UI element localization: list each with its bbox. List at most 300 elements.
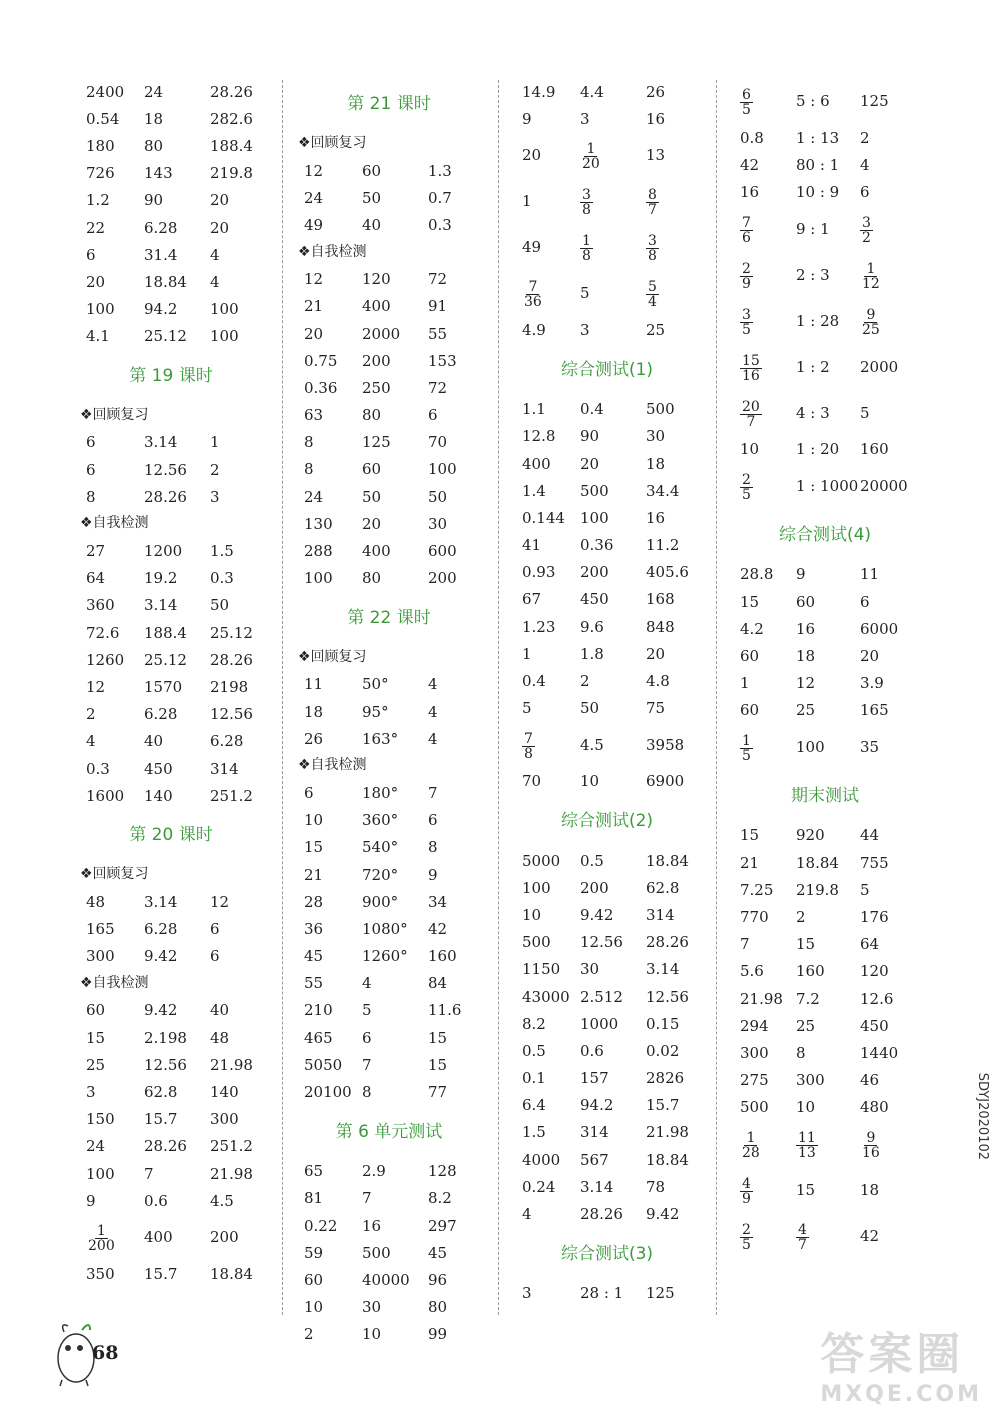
answer-cell: 251.2 — [210, 786, 253, 805]
answer-cell: 63 — [304, 406, 324, 425]
answer-column-4 — [740, 78, 970, 1259]
answer-cell: 49 — [522, 238, 542, 257]
answer-cell: 24 — [304, 487, 324, 506]
answer-cell: 11.2 — [646, 536, 680, 555]
answer-row — [522, 1173, 712, 1200]
answer-cell: 18.84 — [646, 851, 689, 870]
answer-row — [740, 344, 970, 390]
answer-cell: 3 — [86, 1083, 96, 1102]
answer-row — [522, 105, 712, 132]
answer-cell: 400 — [522, 454, 551, 473]
answer-cell: 20 — [362, 514, 382, 533]
answer-cell: 16 — [796, 619, 816, 638]
answer-cell: 42 — [428, 919, 448, 938]
answer-cell: 2198 — [210, 677, 249, 696]
answer-row — [304, 1185, 494, 1212]
answer-row — [740, 822, 970, 849]
fraction-numerator: 7 — [528, 279, 538, 296]
answer-cell: 78 — [646, 1177, 666, 1196]
answer-cell: 0.22 — [304, 1216, 338, 1235]
answer-cell: 21.98 — [210, 1164, 253, 1183]
answer-cell: 4.1 — [86, 327, 110, 346]
answer-row — [86, 701, 276, 728]
answer-cell: 44 — [860, 826, 880, 845]
answer-cell: 4 — [522, 1205, 532, 1224]
answer-row — [740, 151, 970, 178]
answer-cell — [740, 470, 796, 502]
answer-cell: 297 — [428, 1216, 457, 1235]
answer-cell: 400 — [362, 542, 391, 561]
fraction — [740, 734, 753, 763]
answer-cell: 16 — [646, 109, 666, 128]
page-number: 68 — [92, 1342, 119, 1364]
answer-row — [522, 901, 712, 928]
answer-row — [86, 1078, 276, 1105]
answer-cell: 6.28 — [144, 218, 178, 237]
answer-cell: 100 — [86, 1164, 115, 1183]
answer-row — [740, 1213, 970, 1259]
answer-row — [86, 296, 276, 323]
answer-cell — [740, 1174, 796, 1206]
answer-cell: 4 — [860, 155, 870, 174]
answer-cell: 0.24 — [522, 1177, 556, 1196]
answer-row — [86, 943, 276, 970]
answer-row — [522, 1200, 712, 1227]
answer-row — [304, 374, 494, 401]
answer-row — [522, 983, 712, 1010]
fraction-denominator: 16 — [862, 1144, 880, 1161]
answer-cell: 130 — [304, 514, 333, 533]
answer-cell: 12.8 — [522, 427, 556, 446]
answer-cell: 0.54 — [86, 109, 120, 128]
answer-cell: 11 — [304, 675, 324, 694]
answer-cell: 19.2 — [144, 569, 178, 588]
answer-cell: 1260° — [362, 947, 408, 966]
answer-cell: 62.8 — [646, 878, 680, 897]
answer-cell: 50° — [362, 675, 389, 694]
answer-cell: 45 — [304, 947, 324, 966]
answer-cell: 10 — [362, 1325, 382, 1344]
answer-row — [86, 565, 276, 592]
answer-row — [522, 847, 712, 874]
answer-row — [86, 241, 276, 268]
fraction-denominator: 25 — [862, 321, 880, 338]
answer-cell: 120 — [362, 270, 391, 289]
answer-cell: 1.8 — [580, 644, 604, 663]
answer-cell: 180° — [362, 783, 399, 802]
answer-cell — [860, 305, 926, 337]
answer-cell: 7 — [740, 935, 750, 954]
answer-cell: 125 — [646, 1284, 675, 1303]
answer-row — [304, 1051, 494, 1078]
answer-cell: 5 : 6 — [796, 92, 830, 110]
answer-cell: 60 — [362, 460, 382, 479]
answer-cell: 0.1 — [522, 1069, 546, 1088]
answer-cell: 64 — [86, 569, 106, 588]
answer-cell: 2 — [304, 1325, 314, 1344]
answer-cell: 25.12 — [210, 623, 253, 642]
answer-row — [522, 1146, 712, 1173]
answer-cell: 50 — [428, 487, 448, 506]
answer-row — [304, 888, 494, 915]
answer-row — [522, 423, 712, 450]
answer-cell: 5000 — [522, 851, 561, 870]
answer-cell: 10 — [580, 772, 600, 791]
answer-cell: 20 — [580, 454, 600, 473]
answer-cell: 1 : 1000 — [796, 476, 859, 495]
subsection-label: ❖回顾复习 — [80, 866, 149, 883]
answer-cell: 8 — [796, 1043, 806, 1062]
answer-cell: 28 — [304, 892, 324, 911]
answer-cell: 0.5 — [522, 1041, 546, 1060]
answer-row — [304, 184, 494, 211]
answer-cell: 5 — [580, 284, 590, 303]
answer-cell: 5 — [860, 880, 870, 899]
answer-cell: 920 — [796, 826, 825, 845]
column-divider — [282, 80, 283, 1315]
subsection-label: ❖回顾复习 — [298, 135, 367, 151]
answer-cell: 1 : 13 — [796, 128, 840, 147]
subsection-label: ❖自我检测 — [298, 757, 367, 774]
fraction-denominator: 6 — [742, 229, 751, 246]
answer-cell: 77 — [428, 1083, 448, 1102]
fraction-numerator: 20 — [742, 398, 760, 415]
column-divider — [716, 80, 717, 1315]
subsection-label: ❖回顾复习 — [80, 406, 149, 423]
answer-cell: 16 — [646, 508, 666, 527]
answer-cell: 314 — [580, 1123, 609, 1142]
fraction-denominator: 20 — [582, 156, 600, 173]
answer-cell: 0.36 — [580, 536, 614, 555]
answer-cell: 3.14 — [144, 892, 178, 911]
answer-cell: 188.4 — [144, 623, 187, 642]
answer-cell: 18.84 — [646, 1150, 689, 1169]
answer-row — [740, 298, 970, 344]
answer-cell: 28 : 1 — [580, 1284, 624, 1303]
answer-row — [304, 671, 494, 698]
answer-cell: 15 — [304, 838, 324, 857]
fraction-numerator: 5 — [648, 279, 657, 296]
answer-cell: 0.3 — [210, 569, 234, 588]
answer-cell: 219.8 — [796, 880, 839, 899]
answer-cell — [740, 259, 796, 291]
fraction-denominator: 28 — [742, 1144, 760, 1161]
fraction — [740, 473, 753, 502]
answer-cell: 20 — [210, 191, 230, 210]
fraction-numerator: 1 — [866, 260, 876, 277]
answer-cell: 50 — [362, 487, 382, 506]
answer-cell: 1 — [210, 433, 220, 452]
answer-cell: 168 — [646, 590, 675, 609]
answer-cell: 2 — [860, 128, 870, 147]
fraction-denominator: 2 — [862, 229, 871, 246]
answer-cell: 0.3 — [86, 759, 110, 778]
answer-cell: 28.26 — [210, 82, 253, 101]
answer-cell: 25.12 — [144, 327, 187, 346]
answer-cell: 2 — [86, 705, 96, 724]
answer-row — [86, 1187, 276, 1214]
answer-cell: 27 — [86, 542, 106, 561]
answer-cell: 1 : 20 — [796, 440, 840, 459]
fraction — [646, 280, 659, 309]
answer-row — [740, 931, 970, 958]
answer-row — [304, 807, 494, 834]
answer-cell: 5 — [362, 1001, 372, 1020]
answer-cell: 34.4 — [646, 481, 680, 500]
fraction — [740, 216, 753, 245]
fraction-numerator: 1 — [582, 233, 591, 250]
answer-row — [304, 915, 494, 942]
answer-row — [304, 1024, 494, 1051]
answer-row — [522, 929, 712, 956]
answer-cell: 250 — [362, 378, 391, 397]
answer-row — [522, 613, 712, 640]
answer-row — [522, 695, 712, 722]
answer-cell: 46 — [860, 1071, 880, 1090]
section-title: 综合测试(3) — [560, 1243, 654, 1264]
answer-cell: 100 — [428, 460, 457, 479]
answer-row — [740, 1121, 970, 1167]
watermark-url: MXQE.COM — [820, 1382, 982, 1407]
answer-cell: 0.4 — [522, 672, 546, 691]
answer-cell: 30 — [428, 514, 448, 533]
answer-cell: 34 — [428, 892, 448, 911]
answer-cell: 1440 — [860, 1043, 899, 1062]
answer-row — [304, 997, 494, 1024]
answer-cell: 140 — [144, 786, 173, 805]
answer-cell: 40 — [210, 1001, 230, 1020]
section-title: 综合测试(2) — [560, 811, 654, 831]
answer-cell: 15 — [86, 1028, 106, 1047]
answer-row — [740, 615, 970, 642]
fraction — [740, 88, 753, 117]
answer-cell: 3.14 — [144, 433, 178, 452]
answer-cell: 24 — [304, 188, 324, 207]
answer-cell: 0.144 — [522, 508, 565, 527]
answer-row — [740, 1094, 970, 1121]
answer-cell: 4000 — [522, 1150, 561, 1169]
answer-cell: 6 — [86, 460, 96, 479]
fraction-numerator: 6 — [742, 87, 751, 103]
answer-row — [86, 646, 276, 673]
answer-row — [304, 347, 494, 374]
answer-cell: 11 — [860, 565, 880, 584]
column-divider — [498, 80, 499, 1315]
answer-row — [86, 1160, 276, 1187]
answer-cell: 360 — [86, 596, 115, 615]
fraction-denominator: 4 — [648, 294, 657, 311]
answer-cell: 80 — [362, 569, 382, 588]
answer-cell: 65 — [304, 1162, 324, 1181]
answer-cell: 45 — [428, 1243, 448, 1262]
answer-cell: 160 — [796, 962, 825, 981]
answer-cell — [740, 1220, 796, 1252]
answer-cell: 15.7 — [144, 1110, 178, 1129]
answer-cell: 6.28 — [210, 732, 244, 751]
answer-cell: 21 — [304, 865, 324, 884]
answer-cell: 3958 — [646, 735, 685, 754]
answer-cell: 500 — [580, 481, 609, 500]
answer-cell: 9.6 — [580, 617, 604, 636]
answer-cell: 2.198 — [144, 1028, 187, 1047]
answer-cell: 50 — [362, 188, 382, 207]
answer-cell: 12 — [796, 674, 816, 693]
answer-cell: 6 — [210, 947, 220, 966]
answer-row — [522, 532, 712, 559]
answer-cell: 4.5 — [580, 735, 604, 754]
answer-cell: 4.5 — [210, 1191, 234, 1210]
answer-cell: 15.7 — [646, 1096, 680, 1115]
answer-cell: 4 — [210, 272, 220, 291]
answer-row — [86, 888, 276, 915]
answer-cell: 20 — [210, 218, 230, 237]
answer-cell: 282.6 — [210, 109, 253, 128]
answer-cell: 18.84 — [144, 272, 187, 291]
answer-cell: 80 — [428, 1298, 448, 1317]
answer-row — [522, 224, 712, 270]
answer-row — [522, 1280, 712, 1307]
answer-row — [304, 320, 494, 347]
answer-cell: 8 — [304, 433, 314, 452]
answer-cell — [522, 277, 580, 309]
fraction-denominator: 13 — [798, 1144, 816, 1161]
answer-row — [86, 132, 276, 159]
answer-cell: 0.3 — [428, 215, 452, 234]
answer-cell: 1 : 28 — [796, 311, 840, 330]
answer-row — [86, 619, 276, 646]
answer-row — [522, 874, 712, 901]
answer-cell — [740, 351, 796, 383]
answer-cell: 165 — [86, 920, 115, 939]
answer-cell: 72 — [428, 270, 448, 289]
answer-row — [304, 429, 494, 456]
fraction — [740, 1223, 753, 1252]
side-code: SDYJ2020102 — [975, 1072, 990, 1160]
answer-cell: 25 — [796, 701, 816, 720]
answer-cell: 450 — [860, 1016, 889, 1035]
answer-cell: 60 — [740, 646, 760, 665]
answer-cell: 40 — [144, 732, 164, 751]
answer-cell: 28.8 — [740, 565, 774, 584]
answer-cell: 726 — [86, 164, 115, 183]
answer-cell: 18 — [304, 702, 324, 721]
answer-cell: 36 — [304, 919, 324, 938]
answer-cell: 2000 — [860, 357, 899, 376]
fraction — [86, 1224, 117, 1253]
answer-cell: 450 — [580, 590, 609, 609]
answer-row — [304, 456, 494, 483]
fraction-denominator: 7 — [798, 1236, 807, 1253]
answer-cell: 163° — [362, 729, 399, 748]
answer-cell: 50 — [580, 699, 600, 718]
fraction — [740, 308, 753, 337]
fraction — [860, 216, 873, 245]
answer-row — [86, 214, 276, 241]
section-title: 综合测试(1) — [560, 359, 654, 380]
answer-cell: 55 — [428, 324, 448, 343]
answer-row — [522, 396, 712, 423]
answer-cell: 6 — [86, 433, 96, 452]
answer-cell — [796, 1220, 860, 1252]
answer-cell: 200 — [362, 351, 391, 370]
answer-cell — [860, 259, 926, 291]
answer-cell: 31.4 — [144, 245, 178, 264]
answer-cell: 219.8 — [210, 164, 253, 183]
fraction-numerator: 11 — [798, 1129, 816, 1146]
answer-cell: 480 — [860, 1098, 889, 1117]
answer-cell: 60 — [86, 1001, 106, 1020]
answer-row — [522, 1065, 712, 1092]
answer-row — [522, 559, 712, 586]
section-title: 第 22 课时 — [347, 607, 431, 628]
answer-cell: 128 — [428, 1162, 457, 1181]
answer-cell: 500 — [362, 1243, 391, 1262]
answer-cell: 1.5 — [522, 1123, 546, 1142]
answer-cell: 84 — [428, 974, 448, 993]
answer-row — [304, 510, 494, 537]
answer-cell: 9.42 — [144, 947, 178, 966]
answer-row — [304, 725, 494, 752]
answer-cell: 94.2 — [144, 300, 178, 319]
answer-cell — [522, 729, 580, 761]
answer-cell: 12 — [210, 892, 230, 911]
fraction — [522, 732, 535, 761]
answer-cell: 21.98 — [646, 1123, 689, 1142]
answer-cell: 300 — [86, 947, 115, 966]
fraction-denominator: 5 — [742, 747, 751, 764]
answer-cell: 350 — [86, 1264, 115, 1283]
answer-row — [304, 1212, 494, 1239]
answer-row — [86, 268, 276, 295]
answer-row — [522, 667, 712, 694]
answer-cell — [860, 1128, 926, 1160]
answer-cell: 7 — [362, 1055, 372, 1074]
answer-cell: 1.2 — [86, 191, 110, 210]
answer-row — [740, 206, 970, 252]
answer-cell: 25 — [86, 1055, 106, 1074]
fraction-denominator: 9 — [742, 1190, 751, 1207]
answer-row — [740, 561, 970, 588]
answer-cell — [86, 1221, 144, 1253]
fraction — [646, 188, 659, 217]
subsection-label: ❖自我检测 — [80, 974, 149, 991]
answer-row — [86, 537, 276, 564]
answer-cell: 60 — [362, 161, 382, 180]
answer-cell: 7 — [362, 1189, 372, 1208]
answer-cell: 60 — [796, 592, 816, 611]
answer-row — [304, 1294, 494, 1321]
fraction-denominator: 36 — [524, 294, 542, 311]
answer-cell: 9 — [522, 109, 532, 128]
answer-cell: 300 — [740, 1043, 769, 1062]
answer-cell: 7.25 — [740, 880, 774, 899]
answer-cell — [646, 277, 712, 309]
fraction-numerator: 3 — [742, 306, 751, 323]
answer-cell: 60 — [740, 701, 760, 720]
answer-row — [86, 592, 276, 619]
answer-cell: 49 — [304, 215, 324, 234]
answer-cell: 25 — [646, 320, 666, 339]
answer-cell: 40 — [362, 215, 382, 234]
answer-row — [304, 402, 494, 429]
answer-row — [740, 588, 970, 615]
answer-cell: 28.26 — [580, 1205, 623, 1224]
answer-cell: 3 — [580, 320, 590, 339]
answer-cell: 81 — [304, 1189, 324, 1208]
answer-row — [740, 436, 970, 463]
answer-cell: 91 — [428, 297, 448, 316]
answer-cell: 4.4 — [580, 82, 604, 101]
